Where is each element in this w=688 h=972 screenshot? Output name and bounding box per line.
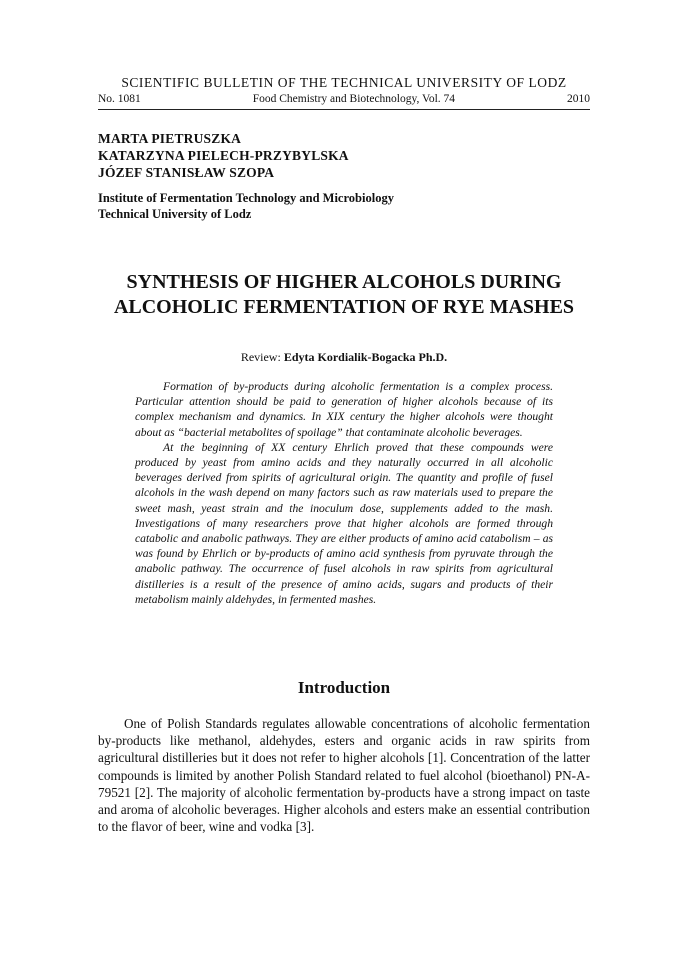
- series-volume: Food Chemistry and Biotechnology, Vol. 74: [252, 93, 456, 105]
- title-line: SYNTHESIS OF HIGHER ALCOHOLS DURING: [126, 271, 562, 293]
- author-name: JÓZEF STANISŁAW SZOPA: [98, 165, 275, 180]
- review-label: Review:: [240, 350, 281, 364]
- reviewer-name: Edyta Kordialik-Bogacka Ph.D.: [283, 350, 448, 364]
- review-line: [98, 350, 590, 365]
- affiliation-line: Institute of Fermentation Technology and Microbiology: [98, 191, 394, 205]
- section-heading: Introduction: [297, 678, 391, 697]
- affiliation-line: Technical University of Lodz: [98, 207, 252, 221]
- paper-title: [98, 270, 590, 320]
- author-name: KATARZYNA PIELECH-PRZYBYLSKA: [98, 148, 349, 163]
- abstract: [135, 379, 553, 607]
- issue-year: 2010: [566, 93, 590, 105]
- abstract-paragraph: Formation of by-products during alcoholic fermentation is a complex process. Particular attention should be paid to generation of higher alcohols because of its complex mechanism and dynamics. In XIX century the higher alcohols were thought about as “bacterial metabolites of spoilage” that contaminate alcoholic beverages.: [135, 380, 553, 439]
- issue-line: [98, 93, 590, 110]
- author-list: [98, 130, 349, 181]
- author-name: MARTA PIETRUSZKA: [98, 131, 242, 146]
- title-line: ALCOHOLIC FERMENTATION OF RYE MASHES: [113, 296, 575, 318]
- journal-title: SCIENTIFIC BULLETIN OF THE TECHNICAL UNIVERSITY OF LODZ: [121, 75, 567, 90]
- affiliation: [98, 190, 394, 222]
- issue-number: No. 1081: [98, 93, 141, 105]
- abstract-paragraph: At the beginning of XX century Ehrlich proved that these compounds were produced by yeast from amino acids and they naturally occurred in all alcoholic beverages derived from spirits of agricultural origin. The quantity and profile of fusel alcohols in the wash depend on many factors such as raw materials used to prepare the sweet mash, yeast strain and the inoculum dose, supplements added to the mash. Investigations of many researchers prove that higher alcohols are formed through catabolic and anabolic pathways. They are either products of amino acid catabolism – as was found by Ehrlich or by-products of amino acid synthesis from pyruvate through the anabolic pathway. The occurrence of fusel alcohols in raw spirits from agricultural distilleries is a result of the presence of amino acids, sugars and products of their metabolism mainly aldehydes, in fermented mashes.: [135, 440, 553, 606]
- section-body: [98, 715, 590, 835]
- body-paragraph: One of Polish Standards regulates allowable concentrations of alcoholic fermentation by-products like methanol, aldehydes, esters and organic acids in raw spirits from agricultural distilleries but it does not refer to higher alcohols [1]. Concentration of the latter compounds is limited by another Polish Standard related to fuel alcohol (bioethanol) PN-A-79521 [2]. The majority of alcoholic fermentation by-products have a strong impact on taste and aroma of alcoholic beverages. Higher alcohols and esters make an essential contribution to the flavor of beer, wine and vodka [3].: [98, 716, 590, 835]
